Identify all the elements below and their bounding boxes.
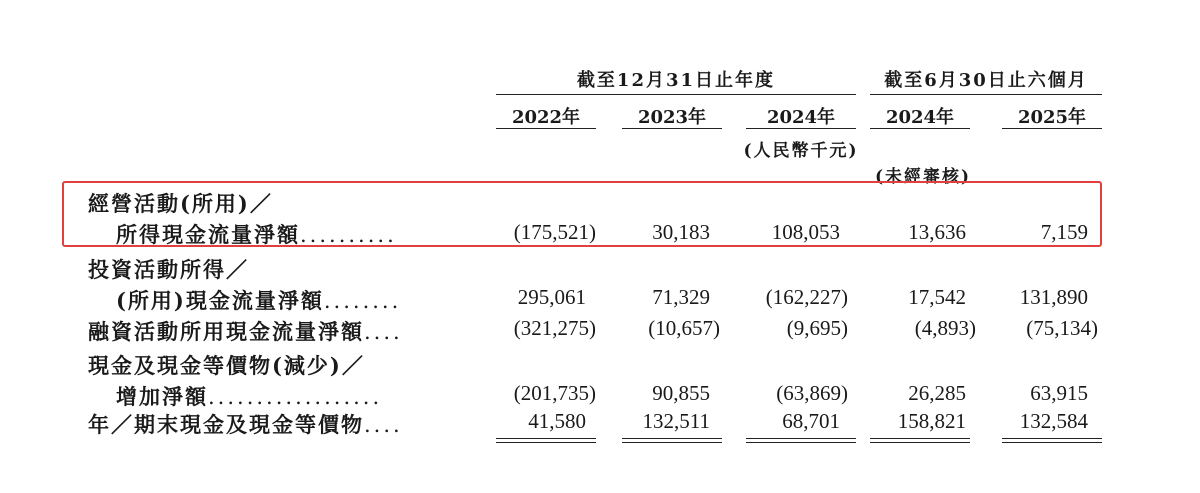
row-label-investing-1: 投資活動所得／ — [88, 257, 249, 282]
row-label-net-change-2: 增加淨額.................. — [116, 384, 383, 409]
value-closing-2022: 41,580 — [528, 409, 586, 433]
value-operating-2023: 30,183 — [652, 220, 710, 244]
column-underline-2024 — [746, 128, 856, 129]
column-header-2024: 2024年 — [766, 107, 836, 128]
column-header-2023: 2023年 — [637, 107, 707, 128]
value-closing-2024-half: 158,821 — [897, 409, 966, 433]
value-financing-2024-half: (4,893) — [914, 316, 976, 340]
column-header-2022: 2022年 — [511, 107, 581, 128]
row-label-operating-2: 所得現金流量淨額.......... — [116, 222, 397, 247]
group-header-year: 截至12月31日止年度 — [576, 70, 776, 91]
value-net-change-2025-half: 63,915 — [1030, 381, 1088, 405]
value-financing-2025-half: (75,134) — [1026, 316, 1098, 340]
double-underline-2022 — [496, 438, 596, 443]
unaudited-note: (未經審核) — [874, 167, 972, 187]
value-financing-2023: (10,657) — [648, 316, 720, 340]
row-label-net-change-1: 現金及現金等價物(減少)／ — [88, 353, 365, 378]
group-underline-half — [870, 94, 1102, 95]
group-header-half: 截至6月30日止六個月 — [884, 70, 1088, 91]
row-label-operating-1: 經營活動(所用)／ — [88, 191, 273, 216]
value-closing-2025-half: 132,584 — [1019, 409, 1088, 433]
value-closing-2024: 68,701 — [782, 409, 840, 433]
value-investing-2022: 295,061 — [517, 285, 586, 309]
row-label-closing-balance: 年／期末現金及現金等價物.... — [88, 412, 403, 437]
column-underline-2022 — [496, 128, 596, 129]
value-net-change-2024: (63,869) — [776, 381, 848, 405]
column-underline-2025-half — [1002, 128, 1102, 129]
value-financing-2022: (321,275) — [513, 316, 596, 340]
currency-note: (人民幣千元) — [743, 141, 859, 161]
value-net-change-2023: 90,855 — [652, 381, 710, 405]
value-net-change-2022: (201,735) — [513, 381, 596, 405]
value-financing-2024: (9,695) — [786, 316, 848, 340]
column-header-2024-half: 2024年 — [885, 107, 955, 128]
value-operating-2024-half: 13,636 — [908, 220, 966, 244]
value-investing-2024: (162,227) — [765, 285, 848, 309]
group-underline-year — [496, 94, 856, 95]
double-underline-2024-half — [870, 438, 970, 443]
value-net-change-2024-half: 26,285 — [908, 381, 966, 405]
double-underline-2023 — [622, 438, 722, 443]
double-underline-2025-half — [1002, 438, 1102, 443]
double-underline-2024 — [746, 438, 856, 443]
value-closing-2023: 132,511 — [642, 409, 710, 433]
value-operating-2024: 108,053 — [771, 220, 840, 244]
value-investing-2025-half: 131,890 — [1019, 285, 1088, 309]
column-underline-2024-half — [870, 128, 970, 129]
column-header-2025-half: 2025年 — [1017, 107, 1087, 128]
value-investing-2023: 71,329 — [652, 285, 710, 309]
row-label-financing: 融資活動所用現金流量淨額.... — [88, 319, 403, 344]
value-investing-2024-half: 17,542 — [908, 285, 966, 309]
column-underline-2023 — [622, 128, 722, 129]
value-operating-2022: (175,521) — [513, 220, 596, 244]
row-label-investing-2: (所用)現金流量淨額........ — [116, 288, 402, 313]
value-operating-2025-half: 7,159 — [1040, 220, 1088, 244]
